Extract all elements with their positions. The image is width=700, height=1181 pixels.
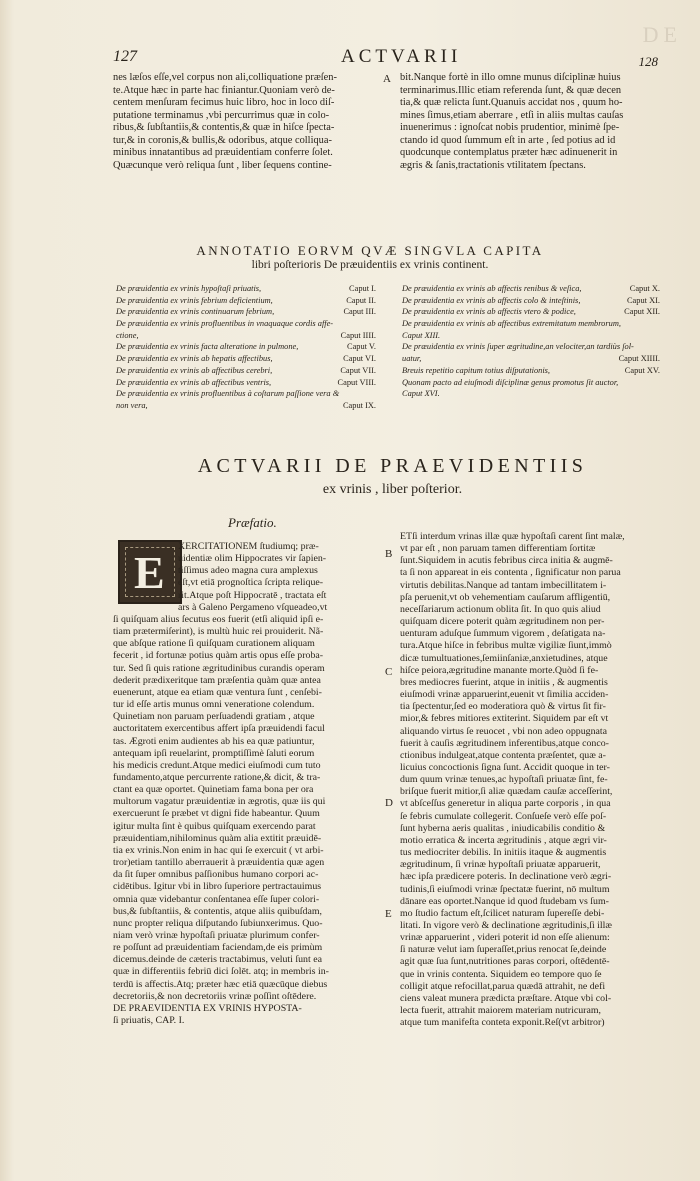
chapter-number: Caput II.	[346, 295, 376, 305]
chapter-number: Caput XI.	[626, 295, 660, 305]
text-line: dicemus.deinde de cæteris tractabimus, veluti ſunt ea	[113, 954, 322, 966]
text-line: tia ſpectentur,ſed eo moderatiora quò & virtus ſit fir-	[400, 701, 606, 713]
text-line: agit quæ ſua ſunt,nutritiones paras corpori, oſtēdentē-	[400, 956, 610, 968]
text-line: bit.Nanque fortè in illo omne munus diſciplinæ huius	[400, 72, 621, 83]
text-line: tura.Atque hiſce in febribus multæ vigiliæ ſiunt,immò	[400, 640, 612, 652]
chapter-entry	[116, 377, 376, 389]
chapter-entry	[116, 295, 376, 307]
text-line: ctionibus indulgeat,atque contenta præſentet, quæ a-	[400, 749, 606, 761]
text-line: multorum vagatur præuidentiæ in ægrotis, quæ iis qui	[113, 796, 326, 808]
text-line: dum quum vrinæ tenues,ac hypoſtaſi priuatæ ſint, fe-	[400, 774, 608, 786]
chapter-number: Caput VI.	[343, 354, 376, 364]
chapter-entry	[402, 295, 660, 307]
chapter-number: Caput VII.	[340, 365, 376, 375]
text-line: centem menſuram fecimus huic libro, hoc in loco diſ-	[113, 97, 335, 109]
bleed-through-text: DE	[642, 22, 682, 47]
text-line: mo ſtudio factum eſt,ſcilicet naturam ſupereſſe debi-	[400, 907, 605, 919]
chapter-entry	[116, 400, 376, 412]
text-line: tudinis,ſi eiuſmodi vrinæ ſpectatæ fuerint, nō multum	[400, 883, 610, 895]
text-line: eſt,vt etiā prognoſtica ſcripta relique-	[178, 577, 324, 589]
chapter-entry	[116, 283, 376, 295]
text-line: uidentiæ olim Hippocrates vir ſapien-	[178, 553, 327, 565]
text-line: hæc ipſa prædicere poteris. In declinatione verò ægri-	[400, 871, 612, 883]
text-line: quodcunque contemplatus præter hæc adinuenerit in	[400, 147, 618, 159]
chapter-entry	[116, 341, 376, 353]
book-title: ACTVARII DE PRAEVIDENTIIS	[197, 455, 588, 477]
text-line: vt par eſt , non paruam tamen differentiam ſortitæ	[400, 543, 596, 555]
chapter-title: De præuidentia ex vrinis ab affectis colo & inteſtinis,	[402, 295, 581, 305]
initial-letter: E	[134, 547, 165, 598]
text-line: fuerit à cauſis ægritudinem inferentibus,atque conco-	[400, 737, 609, 749]
chapter-number: Caput XV.	[624, 365, 660, 375]
chapter-title: uatur,	[402, 354, 422, 364]
text-line: inuenerimus : ignoſcat nobis prudentior, minimè ſpe-	[400, 122, 620, 134]
text-line: quæ in differentiis febriū dici ſolēt. atq; in membris in-	[113, 966, 329, 978]
text-line: re poſſunt ad præuidentiam faciendam,de eis primùm	[113, 942, 323, 954]
chapter-title: De præuidentia ex vrinis facta alteratione in pulmone,	[116, 342, 299, 352]
text-line: dederit prædixeritque tam præſentia quàm quæ antea	[113, 674, 321, 686]
chapter-title: De præuidentia ex vrinis ab affectibus cerebri,	[116, 365, 273, 375]
text-line: mior,& febres mitiores extiterint. Siquidem par eſt vt	[400, 713, 609, 725]
chapter-entry	[116, 353, 376, 365]
text-line: ars à Galeno Pergameno vſqueadeo,vt	[178, 601, 328, 613]
chapter-title: De præuidentia ex vrinis ab affectis renibus & veſica,	[402, 284, 582, 293]
text-line: dicæ tumultuationes,ſemiinſaniæ,anxietudines, atque	[400, 652, 608, 664]
text-line: ta ſi non appareat in eis contenta , ſignificatur non parua	[400, 567, 621, 579]
text-line: bres mediocres fuerint, atque in initiis , & augmentis	[400, 676, 608, 688]
chapter-entry	[116, 318, 376, 330]
chapter-title: De præuidentia ex vrinis ab hepatis affectibus,	[116, 354, 273, 364]
text-line: tiam prætermiſerint), is multù huic rei prouiderit. Nã-	[113, 626, 324, 638]
text-line: briſque fuerit mitior,ſi aliæ quædam cauſæ acceſſerint,	[400, 786, 613, 798]
chapter-title: Breuis repetitio capitum totius diſputationis,	[402, 365, 551, 375]
text-line: terdū is affectis.Atq; præter hæc etiā quæcūque diebus	[113, 978, 328, 990]
text-line: tiſſimus adeo magna cura amplexus	[178, 565, 318, 577]
body-left-column	[113, 541, 375, 1027]
chapter-list-right	[402, 283, 660, 400]
chapter-entry	[402, 306, 660, 318]
text-line: tas. Ægroti enim audientes ab his ea quæ patiuntur,	[113, 735, 315, 747]
text-line: litati. In vigore verò & declinatione ægritudinis,ſi illæ	[400, 920, 613, 931]
text-line: virtutis debilitas.Nanque ad tantam imbecillitatem i-	[400, 579, 607, 591]
chapter-entry	[402, 283, 660, 295]
text-line: hiſce peiora,ægritudine manante morte.Quòd ſi fe-	[400, 664, 599, 676]
text-line: ctant ea quæ oportet. Quinetiam fama bona per ora	[113, 784, 314, 796]
chapter-title: De præuidentia ex vrinis profluentibus in vnaquaque cordis affe-	[116, 319, 334, 329]
praefatio-heading: Præfatio.	[228, 515, 277, 530]
text-line: putatione terminamus ,vbi percurrimus quæ in colo-	[113, 109, 330, 121]
text-line: ribus,& ſubſtantiis,& contentis,& quæ in hiſce ſpecta-	[113, 122, 335, 134]
chapter-title: De præuidentia ex vrinis continuarum febrium,	[116, 307, 275, 317]
text-line: tur id eſſe artis munus omni veneratione colendum.	[113, 699, 315, 711]
text-line: quiſquam dicere poterit quàm ægritudinem non per-	[400, 616, 605, 628]
text-line: uenturam aduſque ſummum vigorem , deſatigata na-	[400, 628, 606, 640]
margin-letter-e: E	[385, 908, 392, 920]
text-line: ſi naturæ velut iam ſuperaſſet,prius renocat ſe,deinde	[400, 944, 607, 956]
chapter-entry	[402, 377, 660, 389]
chapter-title: De præuidentia ex vrinis profluentibus à coſtarum paſſione vera &	[116, 389, 340, 399]
chapter-title: Caput XVI.	[402, 389, 440, 399]
margin-letter-a: A	[383, 73, 391, 85]
annotatio-subtitle: libri poſterioris De præuidentiis ex vrinis continent.	[251, 259, 489, 271]
chapter-number: Caput VIII.	[337, 377, 376, 387]
chapter-number: Caput XII.	[624, 307, 660, 317]
text-line: mines ſimus,etiam aberrare , etſi in aliis multas cauſas	[400, 109, 624, 121]
chapter-title: Quonam pacto ad eiuſmodi diſciplinæ genus promotus ſit auctor,	[402, 377, 619, 387]
text-line: que abſque ratione ſi quiſquam curationem aliquam	[113, 638, 315, 650]
text-line: tur,& in coronis,& bullis,& odoribus, atque colliqua-	[113, 134, 332, 146]
chapter-number: Caput V.	[346, 342, 376, 352]
chapter-title: De præuidentia ex vrinis ſuper ægritudine,an velociter,an tardiùs ſol-	[402, 342, 634, 352]
text-line: nes læſos eſſe,vel corpus non ali,colliquatione præſen-	[113, 72, 337, 83]
text-line: DE PRAEVIDENTIA EX VRINIS HYPOSTA-	[113, 1002, 302, 1014]
text-line: pſa peruenit,vt ob vehementiam cauſarum affligentiū,	[400, 591, 611, 603]
text-line: motio erratica & incerta ægritudinis , atque ægri vir-	[400, 834, 607, 846]
text-line: tror)etiam tantillo aberrauerit à præuidentia quæ agen	[113, 857, 325, 869]
annotatio-title: ANNOTATIO EORVM QVÆ SINGVLA CAPITA	[196, 243, 544, 258]
margin-letter-b: B	[385, 548, 393, 560]
chapter-entry	[402, 388, 660, 400]
text-line: ſe febris cumulate collegerit. Conſueſe verò eſſe poſ-	[400, 810, 607, 822]
text-line: niam verò vrinæ hypoſtaſi priuatæ plurimum confer-	[113, 930, 320, 941]
text-line: ſunt.Siquidem in acutis febribus circa initia & augmē-	[400, 555, 613, 567]
text-line: vrinæ apparuerint , videri poterit id non eſſe alienum:	[400, 932, 610, 944]
chapter-entry	[402, 318, 660, 330]
text-line: tia,& quæ relicta ſunt.Quanuis accidat nos , quum ho-	[400, 97, 623, 109]
chapter-entry	[402, 330, 660, 342]
chapter-number: Caput I.	[349, 284, 376, 293]
text-line: ægritudinum, ſi vrinæ hypoſtaſi priuatæ apparuerit,	[400, 859, 601, 871]
text-line: cidētibus. Igitur vbi in libro ſuperiore pertractauimus	[113, 881, 322, 893]
chapter-entry	[116, 388, 376, 400]
text-line: ſi quiſquam alius ſecutus eos fuerit (etſi aliquid ipſi e-	[113, 613, 324, 625]
chapter-entry	[116, 365, 376, 377]
text-line: tia ex vrinis.Non enim in hac qui ſe exercuit ( vt arbi-	[113, 844, 324, 856]
text-line: antequam ipſi reuelarint, promptiſſimè ſaluti eorum	[113, 747, 315, 759]
text-line: fundamento,atque percurrente ratione,& dicit, & tra-	[113, 771, 321, 783]
text-line: ctando id quod ſummum eſt in arte , ſed potius ad id	[400, 134, 616, 146]
chapter-list-left	[116, 283, 376, 412]
text-line: vt abſceſſus generetur in aliqua parte corporis , in qua	[400, 798, 611, 810]
text-line: que in vrinis contenta. Siquidem eo tempore quo ſe	[400, 968, 602, 980]
text-line: Quæcunque verò reliqua ſunt , liber ſequens contine-	[113, 159, 332, 171]
text-line: his medicis credunt.Atque medici eiuſmodi cum tuto	[113, 759, 321, 771]
text-line: igitur multa ſint è quibus quiſquam exercendo parat	[113, 820, 316, 832]
text-line: tus mediocriter debilis. In initiis itaque & augmentis	[400, 847, 607, 859]
margin-letter-c: C	[385, 666, 393, 678]
chapter-title: De præuidentia ex vrinis ab affectis vtero & podice,	[402, 307, 576, 317]
page-number-right: 128	[638, 54, 658, 69]
chapter-entry	[402, 353, 660, 365]
text-line: da ſit ſuper omnibus paſſionibus humano corpori ac-	[113, 869, 319, 881]
page-number-left: 127	[113, 48, 137, 65]
chapter-entry	[116, 306, 376, 318]
text-line: euenerunt, atque ea etiam quæ ventura ſunt , cenſebi-	[113, 686, 322, 698]
chapter-title: Caput XIII.	[402, 330, 441, 340]
text-line: licuius concoctionis ſigna ſunt. Accidit quoque in ter-	[400, 761, 610, 773]
text-line: colligit atque refocillat,parua quædā attrahit, ne defi	[400, 980, 606, 992]
chapter-entry	[116, 330, 376, 342]
text-line: dānare eas oportet.Nanque id quod ſtudebam vs ſum-	[400, 895, 609, 907]
text-line: XERCITATIONEM ſtudiumq; præ-	[178, 541, 319, 552]
chapter-number: Caput IX.	[342, 400, 376, 410]
text-line: nunc propter reliqua diſputando ſubiunxerimus. Quo-	[113, 917, 323, 929]
top-left-column	[113, 72, 375, 172]
chapter-entry	[402, 341, 660, 353]
text-line: ETſi interdum vrinas illæ quæ hypoſtaſi carent ſint malæ,	[400, 531, 625, 542]
running-title: ACTVARII	[341, 46, 462, 67]
text-line: Quinetiam non paruam perſuadendi gratiam , atque	[113, 711, 315, 723]
margin-letter-d: D	[385, 797, 393, 809]
chapter-title: non vera,	[116, 400, 148, 410]
chapter-title: De præuidentia ex vrinis febrium deficientium,	[116, 295, 273, 305]
chapter-number: Caput X.	[629, 284, 660, 293]
text-line: exercuerunt ſe præbet vt digni fide habeantur. Quum	[113, 808, 320, 820]
text-line: omnia quæ videbantur conſentanea eſſe ſuper colori-	[113, 893, 320, 905]
text-line: auctoritatem exercentibus affert ipſa præuidendi facul	[113, 723, 325, 735]
text-line: te.Atque hæc in parte hac finiantur.Quoniam verò de-	[113, 84, 335, 96]
text-line: bus,& ſubſtantiis, & contentis, atque aliis quibuſdam,	[113, 905, 322, 917]
text-line: ægris & ſanis,tractationis vtilitatem ſpectans.	[400, 159, 586, 171]
text-line: eiuſmodi vrinæ apparuerint,euenit vt ſimilia acciden-	[400, 689, 609, 701]
chapter-number: Caput IIII.	[340, 330, 376, 340]
text-line: decretoriis,& non decretoriis vrinæ poſſint oſtēdere.	[113, 990, 317, 1002]
text-line: lecta fuerit, attrahit maiorem materiam nutricuram,	[400, 1005, 601, 1017]
top-right-column	[400, 72, 662, 172]
chapter-title: ctione,	[116, 330, 139, 340]
chapter-entry	[402, 365, 660, 377]
running-header	[113, 46, 658, 72]
text-line: præuidentiam,nihilominus quàm alia extitit præuidē-	[113, 832, 322, 844]
body-right-column	[400, 531, 662, 1029]
chapter-title: De præuidentia ex vrinis hypoſtaſi priuatis,	[116, 284, 262, 293]
chapter-number: Caput III.	[343, 307, 376, 317]
text-line: atque tum manifeſta conteta exponit.Reſ(vt arbitror)	[400, 1017, 605, 1029]
book-subtitle: ex vrinis , liber poſterior.	[322, 482, 463, 497]
text-line: ſunt hyberna aeris qualitas , iniudicabilis conditio &	[400, 822, 606, 834]
text-line: fecerit , id fortunæ potius quàm artis opus eſſe proba-	[113, 650, 324, 662]
chapter-title: De præuidentia ex vrinis ab affectibus ventris,	[116, 377, 272, 387]
chapter-title: De præuidentia ex vrinis ab affectibus extremitatum membrorum,	[402, 319, 621, 329]
text-line: neceſſariarum actionum oblita ſit. In quo quis aliud	[400, 603, 601, 615]
text-line: ciens valeat munera prædicta præſtare. Atque vbi col-	[400, 992, 612, 1004]
text-line: ſi priuatis, CAP. I.	[113, 1015, 185, 1027]
text-line: tur. Sed ſi quis ratione ægritudinibus curandis operam	[113, 662, 325, 674]
text-line: terminarimus.Illic etiam referenda ſunt, & quæ decen	[400, 84, 622, 96]
text-line: rit.Atque poſt Hippocratē , tractata eſt	[178, 589, 327, 601]
chapter-number: Caput XIIII.	[618, 354, 660, 364]
text-line: aliquando virtus ſe reuocet , vbi non adeo oppugnata	[400, 725, 608, 737]
text-line: minibus innatantibus ad præuidentiam conferre ſolet.	[113, 147, 333, 159]
